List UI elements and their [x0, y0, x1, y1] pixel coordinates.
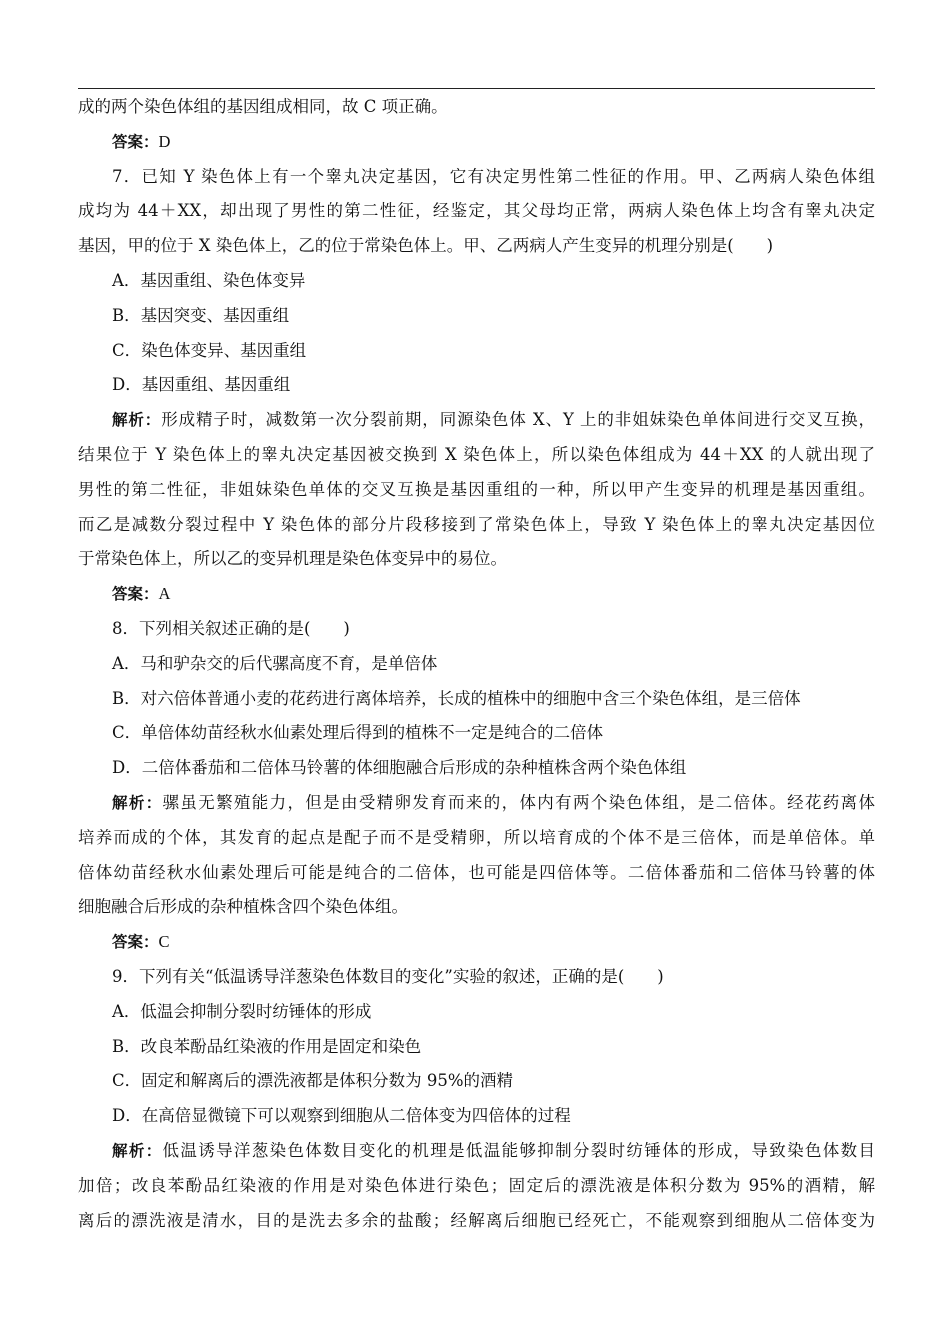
q8-answer-value: C	[158, 932, 170, 952]
analysis-label: 解析：	[112, 411, 162, 430]
q7-answer-value: A	[158, 584, 171, 604]
q9-analysis-text-1: 低温诱导洋葱染色体数目变化的机理是低温能够抑制分裂时纺锤体的形成，导致染色体数目	[162, 1140, 875, 1160]
q8-analysis-line-3: 倍体幼苗经秋水仙素处理后可能是纯合的二倍体，也可能是四倍体等。二倍体番茄和二倍体马铃薯的体	[78, 862, 875, 882]
answer-value: D	[158, 131, 171, 151]
q9-option-c: C．固定和解离后的漂洗液都是体积分数为 95%的酒精	[112, 1071, 514, 1091]
answer-label: 答案：	[112, 132, 159, 151]
q9-option-a: A．低温会抑制分裂时纺锤体的形成	[112, 1001, 372, 1021]
q8-analysis-line-2: 培养而成的个体，其发育的起点是配子而不是受精卵，所以培育成的个体不是三倍体，而是单倍体。单	[78, 827, 875, 847]
q7-option-a: A．基因重组、染色体变异	[112, 270, 306, 290]
q7-analysis	[78, 403, 875, 577]
q9-option-b: B．改良苯酚品红染液的作用是固定和染色	[112, 1036, 422, 1056]
q7-analysis-line-1	[78, 403, 875, 438]
q7-stem-line-2: 成均为 44＋XX，却出现了男性的第二性征，经鉴定，其父母均正常，两病人染色体上均含有睾丸决定	[78, 201, 875, 221]
q7-analysis-text-1: 形成精子时，减数第一次分裂前期，同源染色体 X、Y 上的非姐妹染色单体间进行交叉互换，	[161, 410, 875, 430]
q8-stem: 8．下列相关叙述正确的是( )	[112, 618, 350, 638]
continued-line: 成的两个染色体组的基因组成相同，故 C 项正确。	[78, 97, 448, 116]
q8-option-d: D．二倍体番茄和二倍体马铃薯的体细胞融合后形成的杂种植株含两个染色体组	[112, 758, 687, 778]
q7-option-d: D．基因重组、基因重组	[112, 375, 291, 395]
analysis-label: 解析：	[112, 1141, 163, 1160]
q7-analysis-line-2: 结果位于 Y 染色体上的睾丸决定基因被交换到 X 染色体上，所以染色体组成为 44＋XX 的人就出现了	[78, 444, 875, 464]
analysis-label: 解析：	[112, 793, 163, 812]
q9-analysis	[78, 1134, 875, 1238]
q7-option-b: B．基因突变、基因重组	[112, 305, 290, 325]
q9-stem: 9．下列有关“低温诱导洋葱染色体数目的变化”实验的叙述，正确的是( )	[112, 966, 664, 986]
q7-answer	[78, 577, 875, 612]
answer-prev	[78, 125, 875, 160]
q8-analysis-text-1: 骡虽无繁殖能力，但是由受精卵发育而来的，体内有两个染色体组，是二倍体。经花药离体	[162, 792, 875, 812]
q7-option-c: C．染色体变异、基因重组	[112, 340, 307, 360]
q7-analysis-line-5: 于常染色体上，所以乙的变异机理是染色体变异中的易位。	[78, 549, 507, 569]
q7-stem-line-1: 7．已知 Y 染色体上有一个睾丸决定基因，它有决定男性第二性征的作用。甲、乙两病人染色体组	[112, 166, 875, 186]
q8-option-c: C．单倍体幼苗经秋水仙素处理后得到的植株不一定是纯合的二倍体	[112, 723, 604, 743]
q9-option-d: D．在高倍显微镜下可以观察到细胞从二倍体变为四倍体的过程	[112, 1106, 571, 1126]
q7-analysis-line-4: 而乙是减数分裂过程中 Y 染色体的部分片段移接到了常染色体上，导致 Y 染色体上的睾丸决定基因位	[78, 514, 875, 534]
q8-answer	[78, 925, 875, 960]
q7-stem-line-3: 基因，甲的位于 X 染色体上，乙的位于常染色体上。甲、乙两病人产生变异的机理分别是( )	[78, 236, 774, 256]
q9-analysis-line-3: 离后的漂洗液是清水，目的是洗去多余的盐酸；经解离后细胞已经死亡，不能观察到细胞从二倍体变为	[78, 1210, 875, 1230]
q8-option-b: B．对六倍体普通小麦的花药进行离体培养，长成的植株中的细胞中含三个染色体组，是三倍体	[112, 688, 801, 708]
answer-label: 答案：	[112, 585, 159, 604]
q8-analysis-line-4: 细胞融合后形成的杂种植株含四个染色体组。	[78, 897, 408, 917]
q8-option-a: A．马和驴杂交的后代骡高度不育，是单倍体	[112, 653, 438, 673]
document-page	[78, 90, 875, 1238]
q8-analysis-line-1	[78, 786, 875, 821]
question-7	[78, 160, 875, 264]
q7-analysis-line-3: 男性的第二性征，非姐妹染色单体的交叉互换是基因重组的一种，所以甲产生变异的机理是基因重组。	[78, 479, 875, 499]
q8-analysis	[78, 786, 875, 925]
header-rule	[78, 88, 875, 89]
q9-analysis-line-1	[78, 1134, 875, 1169]
q9-analysis-line-2: 加倍；改良苯酚品红染液的作用是对染色体进行染色；固定后的漂洗液是体积分数为 95%的酒精，解	[78, 1175, 875, 1195]
answer-label: 答案：	[112, 933, 159, 952]
